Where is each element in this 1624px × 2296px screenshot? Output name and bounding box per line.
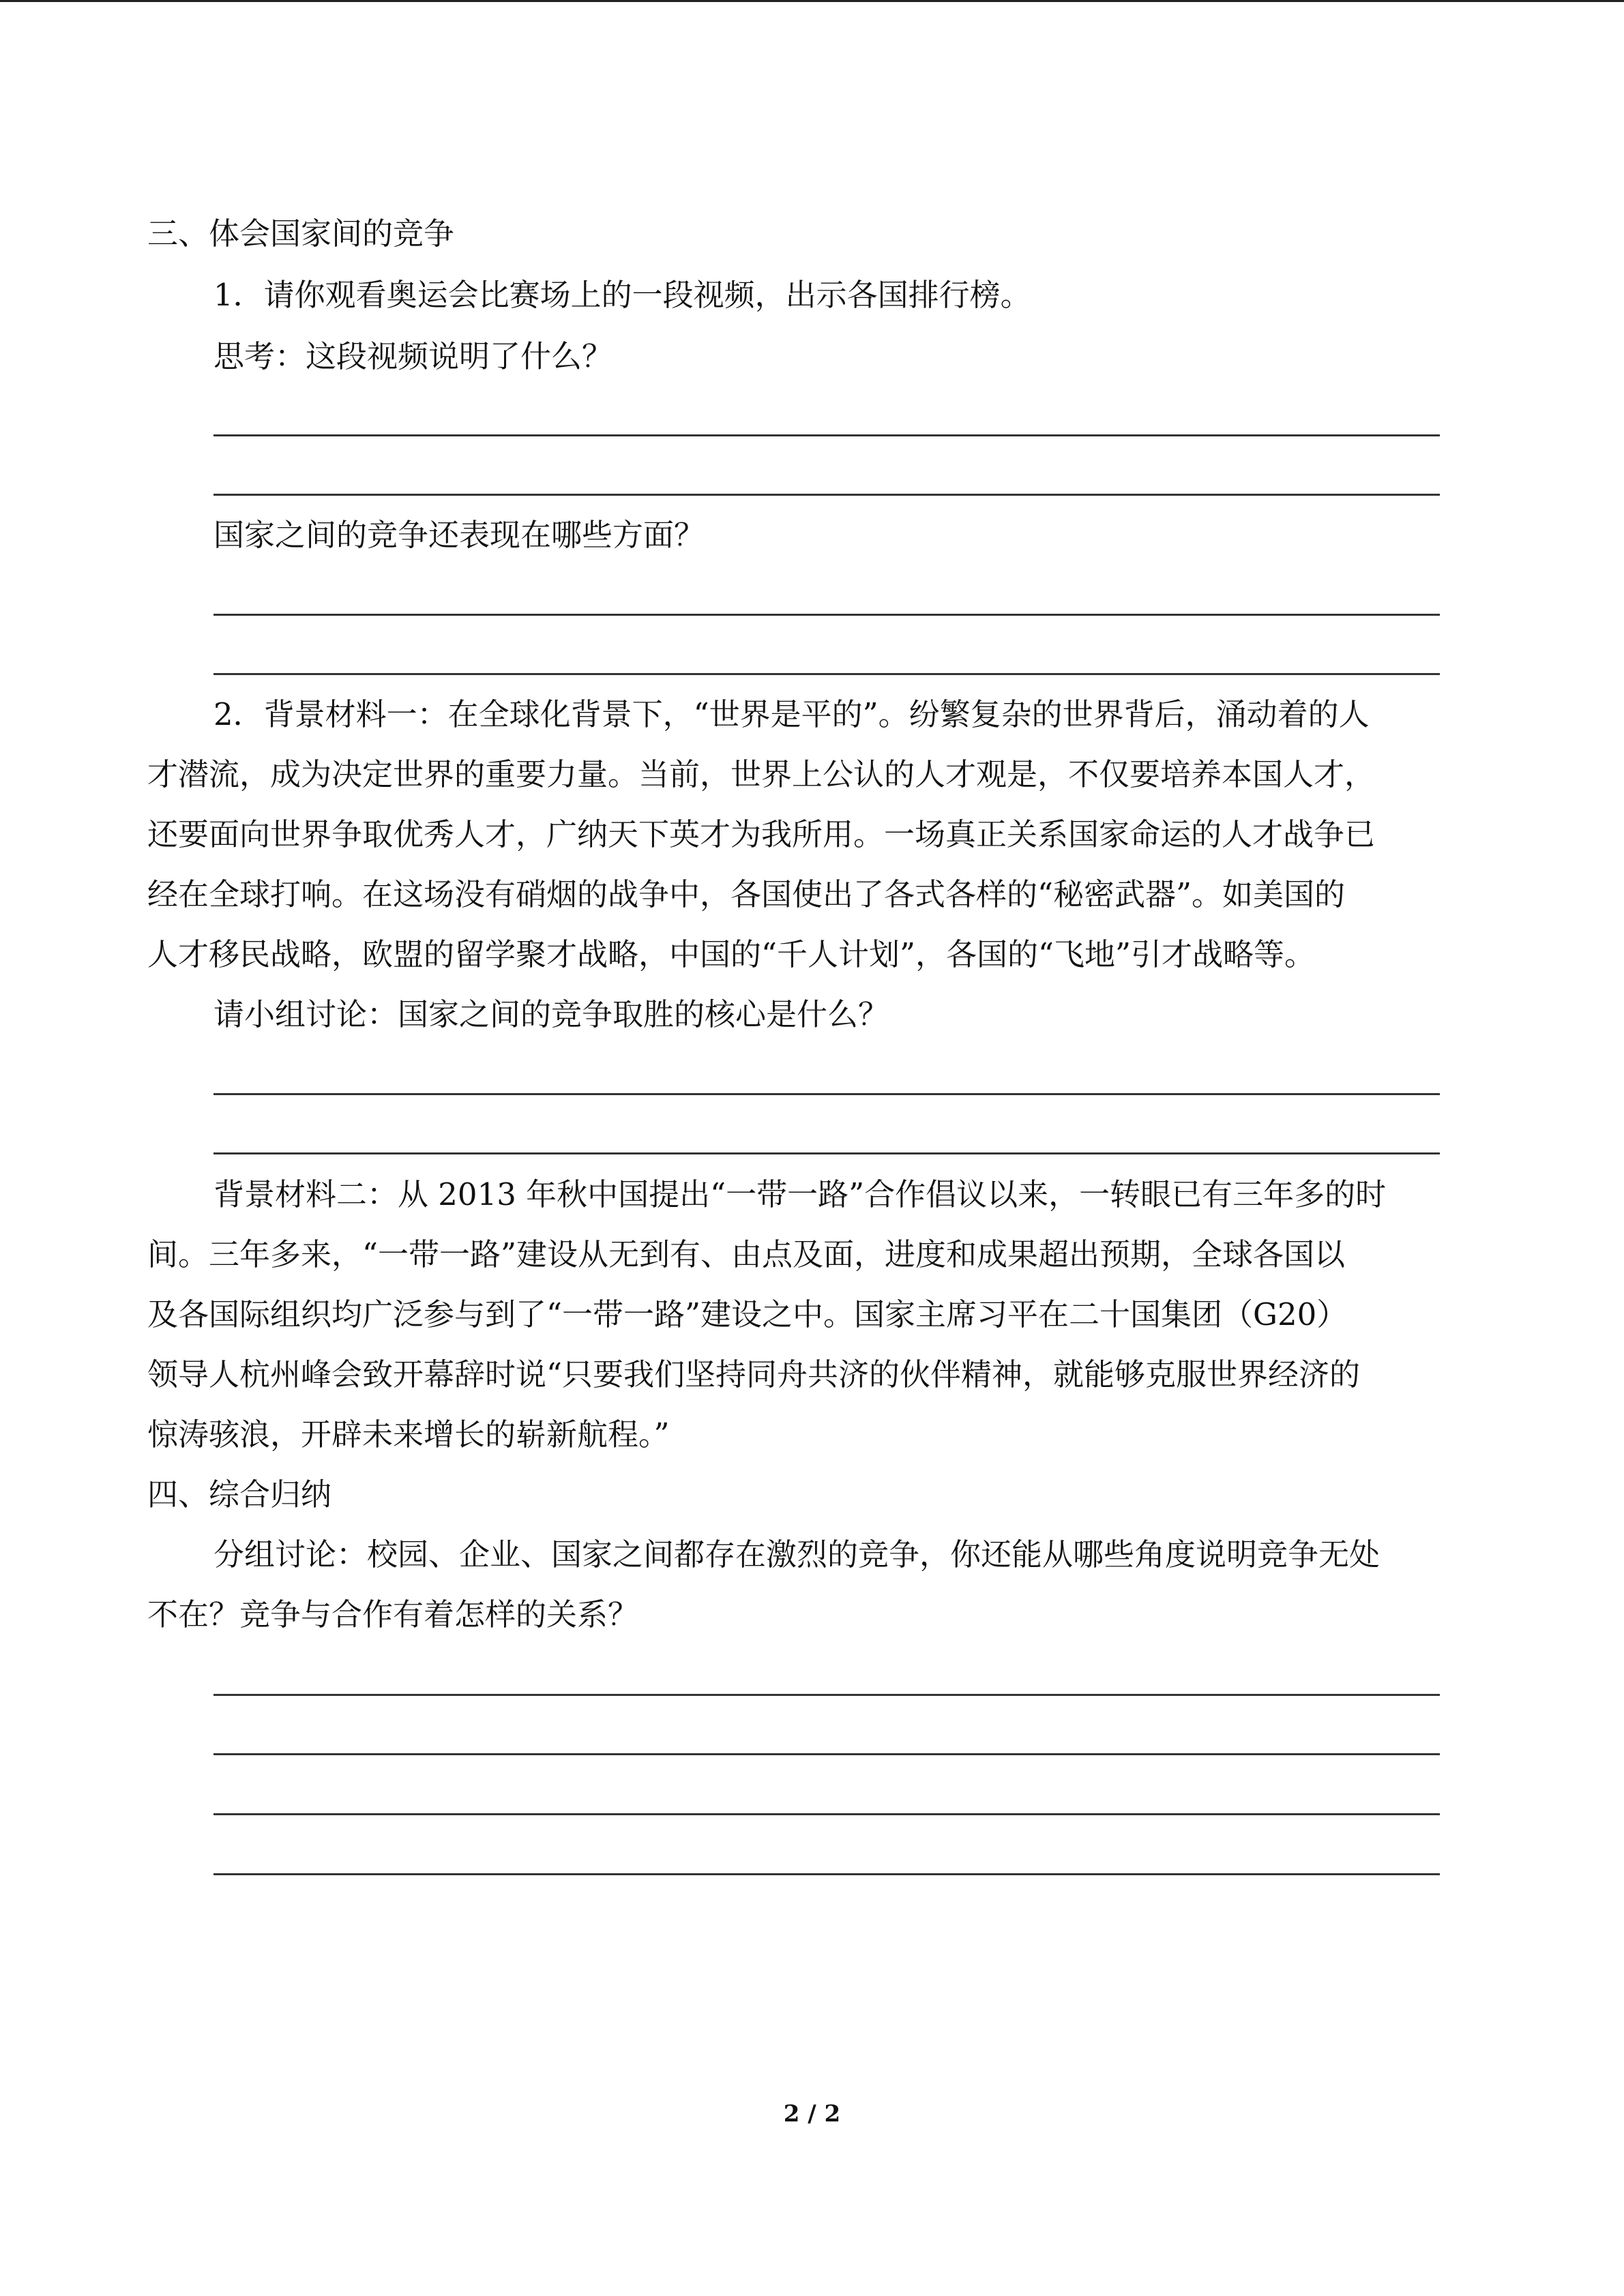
group-discussion-prompt: 请小组讨论：国家之间的竞争取胜的核心是什么？ [213,996,889,1032]
answer-line-7[interactable] [213,1694,1440,1696]
material2-line-5: 惊涛骇浪，开辟未来增长的崭新航程。” [147,1416,670,1452]
answer-line-2[interactable] [213,494,1440,496]
answer-line-9[interactable] [213,1813,1440,1815]
material1-line-4: 经在全球打响。在这场没有硝烟的战争中，各国使出了各式各样的“秘密武器”。如美国的 [147,876,1346,912]
answer-line-5[interactable] [213,1093,1440,1095]
section3-heading: 三、体会国家间的竞争 [147,215,455,252]
answer-line-8[interactable] [213,1753,1440,1755]
page-number: 2 / 2 [783,2100,841,2128]
answer-line-6[interactable] [213,1152,1440,1154]
answer-line-10[interactable] [213,1873,1440,1875]
material2-line-2: 间。三年多来，“一带一路”建设从无到有、由点及面，进度和成果超出预期，全球各国以 [147,1236,1346,1272]
question-other-aspects: 国家之间的竞争还表现在哪些方面？ [213,517,705,553]
answer-line-4[interactable] [213,673,1440,675]
material1-line-5: 人才移民战略，欧盟的留学聚才战略，中国的“千人计划”，各国的“飞地”引才战略等。 [147,936,1316,972]
answer-line-3[interactable] [213,614,1440,616]
section4-task-line-1: 分组讨论：校园、企业、国家之间都存在激烈的竞争，你还能从哪些角度说明竞争无处 [213,1536,1381,1572]
section4-task-line-2: 不在？竞争与合作有着怎样的关系？ [147,1596,639,1632]
material2-line-3: 及各国际组织均广泛参与到了“一带一路”建设之中。国家主席习平在二十国集团（G20） [147,1296,1348,1332]
material1-line-1: 2．背景材料一：在全球化背景下，“世界是平的”。纷繁复杂的世界背后，涌动着的人 [213,696,1370,732]
material1-line-2: 才潜流，成为决定世界的重要力量。当前，世界上公认的人才观是，不仅要培养本国人才， [147,756,1376,792]
question-1: 1．请你观看奥运会比赛场上的一段视频，出示各国排行榜。 [213,277,1031,313]
answer-line-1[interactable] [213,434,1440,436]
think-prompt: 思考：这段视频说明了什么？ [213,338,613,374]
material2-line-4: 领导人杭州峰会致开幕辞时说“只要我们坚持同舟共济的伙伴精神，就能够克服世界经济的 [147,1356,1361,1392]
material1-line-3: 还要面向世界争取优秀人才，广纳天下英才为我所用。一场真正关系国家命运的人才战争已 [147,816,1376,852]
material2-line-1: 背景材料二：从 2013 年秋中国提出“一带一路”合作倡议以来，一转眼已有三年多的时 [213,1176,1387,1212]
section4-heading: 四、综合归纳 [147,1476,332,1512]
